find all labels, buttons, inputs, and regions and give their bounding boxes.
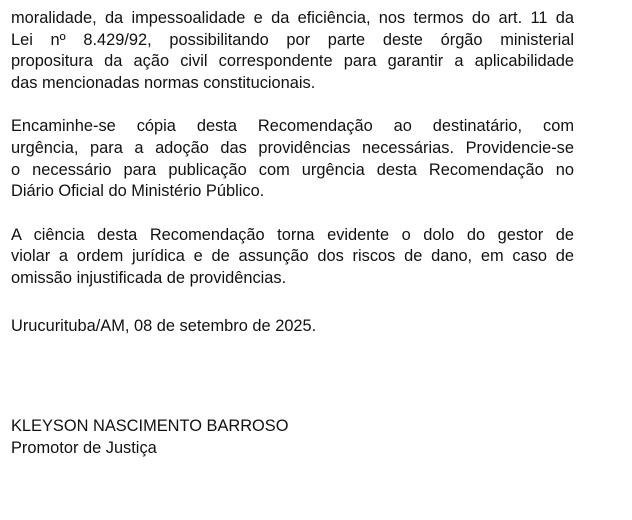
signatory-title: Promotor de Justiça xyxy=(11,438,157,457)
paragraph-awareness xyxy=(11,225,574,290)
text-line: Encaminhe-se cópia desta Recomendação ao destinatário, com xyxy=(11,117,574,136)
paragraph-forwarding xyxy=(11,116,574,202)
document-body xyxy=(11,8,574,290)
signature-block xyxy=(11,416,289,459)
text-line: das mencionadas normas constitucionais. xyxy=(11,73,316,92)
signatory-name: KLEYSON NASCIMENTO BARROSO xyxy=(11,417,289,435)
text-line: omissão injustificada de providências. xyxy=(11,268,287,287)
text-line: o necessário para publicação com urgência desta Recomendação no xyxy=(11,160,574,179)
place-date: Urucurituba/AM, 08 de setembro de 2025. xyxy=(11,317,317,335)
text-line: propositura da ação civil correspondente para garantir a aplicabilidade xyxy=(11,52,574,71)
text-line: A ciência desta Recomendação torna evidente o dolo do gestor de xyxy=(11,225,574,244)
paragraph-conclusion xyxy=(11,8,574,94)
text-line: urgência, para a adoção das providências necessárias. Providencie-se xyxy=(11,138,574,157)
text-line: moralidade, da impessoalidade e da eficiência, nos termos do art. 11 da xyxy=(11,9,574,27)
text-line: Lei nº 8.429/92, possibilitando por parte deste órgão ministerial xyxy=(11,30,574,49)
text-line: violar a ordem jurídica e de assunção dos riscos de dano, em caso de xyxy=(11,247,574,266)
text-line: Diário Oficial do Ministério Público. xyxy=(11,182,265,201)
